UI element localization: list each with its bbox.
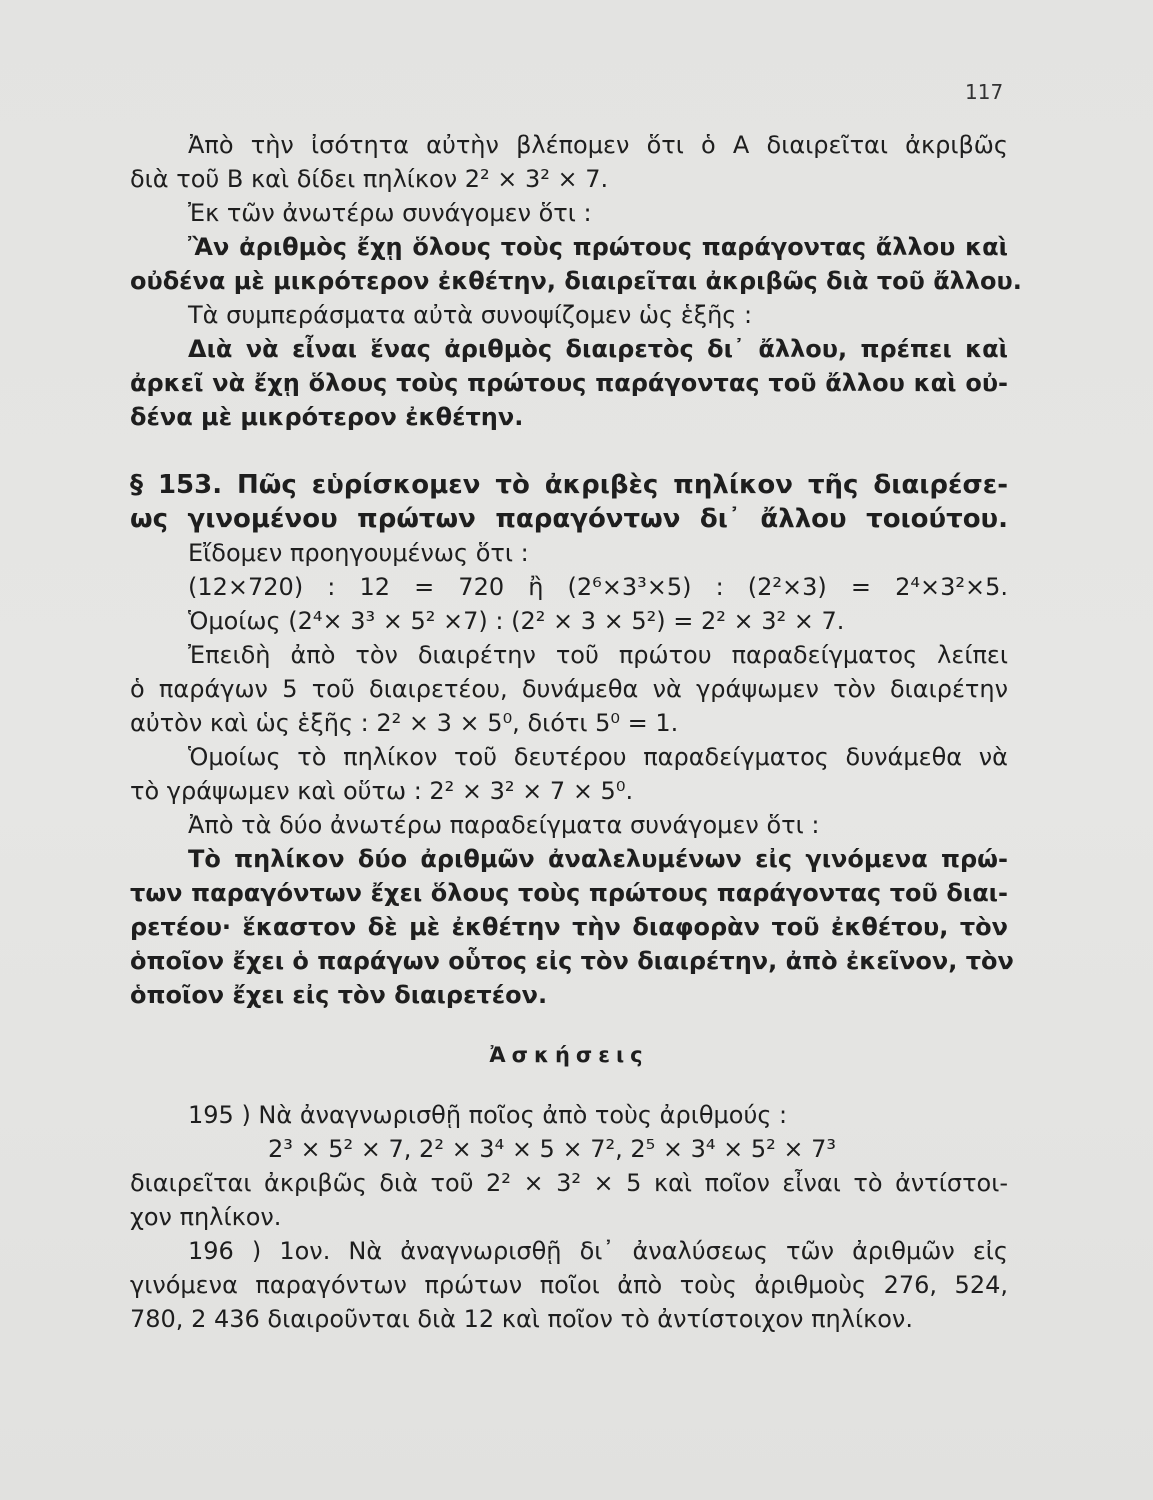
exercises-heading: Ἀσκήσεις xyxy=(489,1043,649,1067)
rule-line: Ἂν ἀριθμὸς ἔχῃ ὅλους τοὺς πρώτους παράγοντας ἄλλου καὶ xyxy=(188,233,1008,261)
rule-line: Τὸ πηλίκον δύο ἀριθμῶν ἀναλελυμένων εἰς γινόμενα πρώ- xyxy=(188,845,1008,873)
paragraph-line: Εἴδομεν προηγουμένως ὅτι : xyxy=(188,539,529,567)
paragraph-line: ὁ παράγων 5 τοῦ διαιρετέου, δυνάμεθα νὰ γράψωμεν τὸν διαιρέτην xyxy=(130,675,1008,703)
paragraph-line: Ἐπειδὴ ἀπὸ τὸν διαιρέτην τοῦ πρώτου παραδείγματος λείπει xyxy=(188,641,1008,669)
paragraph-line: τὸ γράψωμεν καὶ οὕτω : 2² × 3² × 7 × 5⁰. xyxy=(130,777,634,805)
rule-line: ἀρκεῖ νὰ ἔχῃ ὅλους τοὺς πρώτους παράγοντας τοῦ ἄλλου καὶ οὐ- xyxy=(130,369,1008,397)
exercise-line: 196 ) 1ον. Νὰ ἀναγνωρισθῇ δι᾽ ἀναλύσεως τῶν ἀριθμῶν εἰς xyxy=(188,1237,1008,1265)
exercise-line: 780, 2 436 διαιροῦνται διὰ 12 καὶ ποῖον τὸ ἀντίστοιχον πηλίκον. xyxy=(130,1305,913,1333)
rule-line: Διὰ νὰ εἶναι ἕνας ἀριθμὸς διαιρετὸς δι᾽ ἄλλου, πρέπει καὶ xyxy=(188,335,1008,363)
paragraph-line: διὰ τοῦ Β καὶ δίδει πηλίκον 2² × 3² × 7. xyxy=(130,165,609,193)
paragraph-line: Ἀπὸ τὴν ἰσότητα αὐτὴν βλέπομεν ὅτι ὁ Α διαιρεῖται ἀκριβῶς xyxy=(188,131,1008,159)
rule-line: ὁποῖον ἔχει εἰς τὸν διαιρετέον. xyxy=(130,981,548,1009)
rule-line: των παραγόντων ἔχει ὅλους τοὺς πρώτους παράγοντας τοῦ διαι- xyxy=(130,879,1008,907)
page-number: 117 xyxy=(965,80,1004,104)
paragraph-line: αὐτὸν καὶ ὡς ἑξῆς : 2² × 3 × 5⁰, διότι 5⁰ = 1. xyxy=(130,709,679,737)
formula-line: Ὁμοίως (2⁴× 3³ × 5² ×7) : (2² × 3 × 5²) = 2² × 3² × 7. xyxy=(188,607,845,635)
exercise-line: 195 ) Νὰ ἀναγνωρισθῇ ποῖος ἀπὸ τοὺς ἀριθμούς : xyxy=(188,1101,788,1129)
paragraph-line: Τὰ συμπεράσματα αὐτὰ συνοψίζομεν ὡς ἑξῆς : xyxy=(188,301,753,329)
section-heading: ως γινομένου πρώτων παραγόντων δι᾽ ἄλλου τοιούτου. xyxy=(130,504,1008,534)
rule-line: ὁποῖον ἔχει ὁ παράγων οὗτος εἰς τὸν διαιρέτην, ἀπὸ ἐκεῖνον, τὸν xyxy=(130,947,1014,975)
paragraph-line: Ἐκ τῶν ἀνωτέρω συνάγομεν ὅτι : xyxy=(188,199,592,227)
paragraph-line: Ὁμοίως τὸ πηλίκον τοῦ δευτέρου παραδείγματος δυνάμεθα νὰ xyxy=(188,743,1008,771)
section-heading: § 153. Πῶς εὑρίσκομεν τὸ ἀκριβὲς πηλίκον τῆς διαιρέσε- xyxy=(130,470,1008,500)
rule-line: οὐδένα μὲ μικρότερον ἐκθέτην, διαιρεῖται ἀκριβῶς διὰ τοῦ ἄλλου. xyxy=(130,267,1022,295)
exercise-line: διαιρεῖται ἀκριβῶς διὰ τοῦ 2² × 3² × 5 καὶ ποῖον εἶναι τὸ ἀντίστοι- xyxy=(130,1169,1008,1197)
exercise-line: γινόμενα παραγόντων πρώτων ποῖοι ἀπὸ τοὺς ἀριθμοὺς 276, 524, xyxy=(130,1271,1008,1299)
page-body xyxy=(130,128,1022,1336)
rule-line: δένα μὲ μικρότερον ἐκθέτην. xyxy=(130,403,524,431)
exercise-formula: 2³ × 5² × 7, 2² × 3⁴ × 5 × 7², 2⁵ × 3⁴ × 5² × 7³ xyxy=(268,1135,837,1163)
exercise-line: χον πηλίκον. xyxy=(130,1203,282,1231)
paragraph-line: Ἀπὸ τὰ δύο ἀνωτέρω παραδείγματα συνάγομεν ὅτι : xyxy=(188,811,820,839)
formula-line: (12×720) : 12 = 720 ἢ (2⁶×3³×5) : (2²×3) = 2⁴×3²×5. xyxy=(188,573,1008,601)
rule-line: ρετέου· ἕκαστον δὲ μὲ ἐκθέτην τὴν διαφορὰν τοῦ ἐκθέτου, τὸν xyxy=(130,913,1008,941)
